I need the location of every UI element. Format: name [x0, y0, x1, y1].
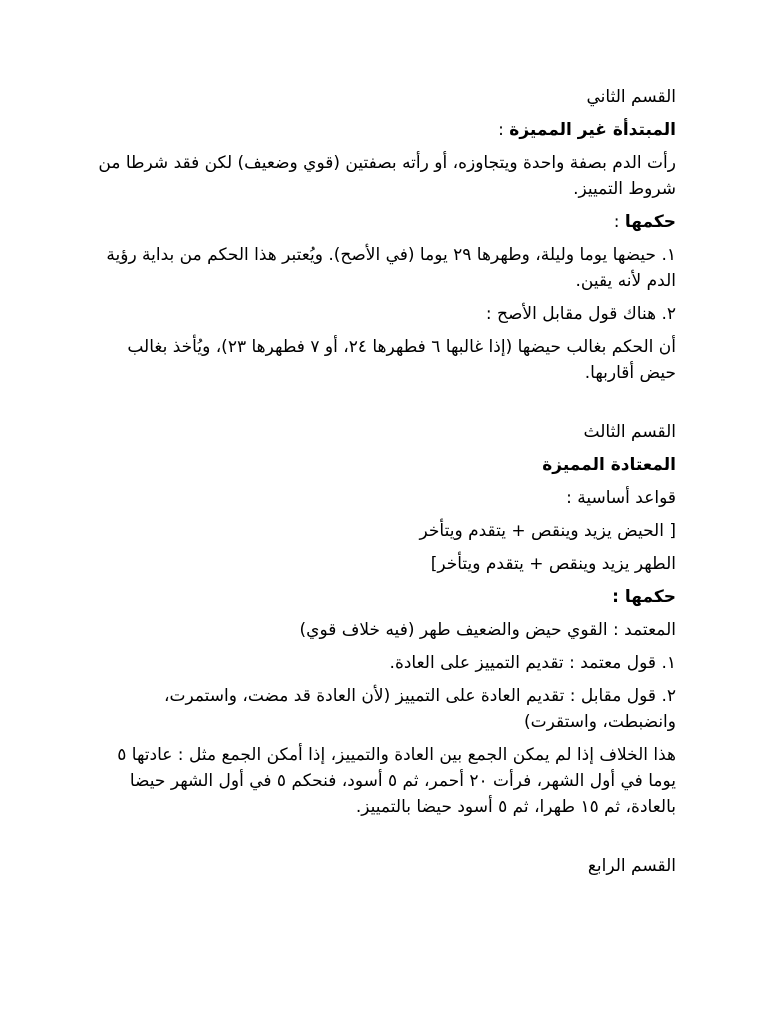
section-2-subtitle-colon: : [498, 120, 510, 140]
section-2-item-2: ٢. هناك قول مقابل الأصح : [485, 304, 676, 324]
section-3-ruling-bold: حكمها [624, 587, 676, 607]
section-2-subtitle [92, 117, 676, 143]
section-3-ruling-heading [92, 584, 676, 610]
spacer [92, 827, 676, 853]
section-2-ruling-heading [92, 209, 676, 235]
section-2-ruling-bold: حكمها [624, 212, 676, 232]
section-2-item-2-body: أن الحكم بغالب حيضها (إذا غالبها ٦ فطهرها ٢٤، أو ٧ فطهرها ٢٣)، ويُأخذ بغالب حيض أقاربها. [127, 337, 676, 383]
section-2-item-1: ١. حيضها يوما وليلة، وطهرها ٢٩ يوما (في الأصح). ويُعتبر هذا الحكم من بداية رؤية الدم لأنه يقين. [106, 245, 676, 291]
section-3-ruling-colon: : [612, 587, 625, 607]
section-3-rule-1: [ الحيض يزيد وينقص + يتقدم ويتأخر [419, 521, 676, 541]
section-2-definition: رأت الدم بصفة واحدة ويتجاوزه، أو رأته بصفتين (قوي وضعيف) لكن فقد شرطا من شروط التمييز. [98, 153, 676, 199]
spacer [92, 393, 676, 419]
section-3-rules-heading: قواعد أساسية : [566, 488, 676, 508]
section-3-item-1: ١. قول معتمد : تقديم التمييز على العادة. [389, 653, 676, 673]
section-3-item-2: ٢. قول مقابل : تقديم العادة على التمييز (لأن العادة قد مضت، واستمرت، وانضبطت، واستقرت) [163, 686, 676, 732]
section-2-subtitle-bold: المبتدأة غير المميزة [509, 120, 676, 140]
section-3-rule-2: الطهر يزيد وينقص + يتقدم ويتأخر] [430, 554, 676, 574]
section-3-note: هذا الخلاف إذا لم يمكن الجمع بين العادة والتمييز، إذا أمكن الجمع مثل : عادتها ٥ يوما في أول الشهر، فرأت ٢٠ أحمر، ثم ٥ أسود، فنحكم ٥ في أول الشهر حيضا بالعادة، ثم ١٥ طهرا، ثم ٥ أسود حيضا بالتمييز. [117, 745, 676, 817]
section-3-title: القسم الثالث [583, 422, 676, 442]
section-2-ruling-colon: : [613, 212, 625, 232]
section-2-title: القسم الثاني [586, 87, 676, 107]
section-4-title: القسم الرابع [587, 856, 676, 876]
section-3-mutamad: المعتمد : القوي حيض والضعيف طهر (فيه خلاف قوي) [299, 620, 676, 640]
section-3-subtitle: المعتادة المميزة [542, 455, 676, 475]
document-page [92, 84, 676, 886]
